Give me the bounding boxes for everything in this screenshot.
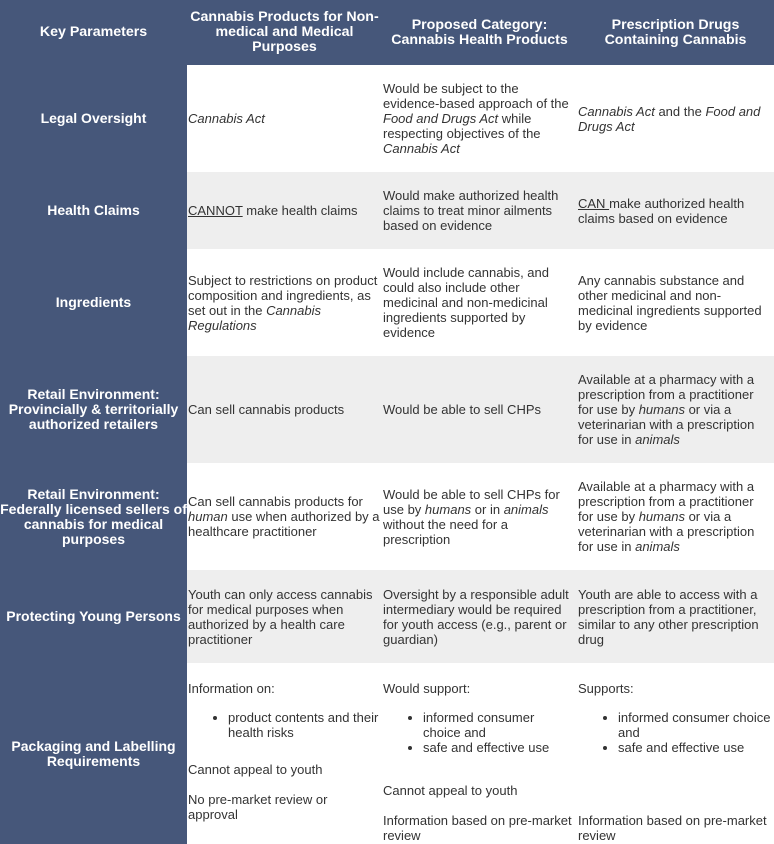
header-cannabis-health-products: Proposed Category: Cannabis Health Products (382, 0, 577, 65)
cell-text: while respecting objectives of the (383, 111, 541, 141)
cell-intro: Information on: (188, 681, 275, 696)
cell-text: Would be subject to the evidence-based approach of the (383, 81, 569, 111)
cell-text: animals (635, 539, 680, 554)
cell-claims-col2 (382, 172, 577, 249)
cell-text: Food and Drugs Act (383, 111, 499, 126)
cell-retfed-col3 (577, 463, 774, 570)
cell-ingredients-col1 (187, 249, 382, 356)
cell-text: Would include cannabis, and could also include other medicinal and non-medicinal ingredients supported by evidence (383, 265, 549, 340)
cell-text: Any cannabis substance and other medicinal and non-medicinal ingredients supported by evidence (578, 272, 762, 333)
cell-intro: Supports: (578, 681, 634, 696)
cell-packaging-col3 (577, 663, 774, 844)
cell-retprov-col3 (577, 356, 774, 463)
cell-text-underlined: CANNOT (188, 203, 243, 218)
row-label-legal-oversight: Legal Oversight (0, 65, 187, 172)
cell-text: Would be able to sell CHPs for use by (383, 486, 560, 517)
header-row (0, 0, 774, 65)
cell-retprov-col2 (382, 356, 577, 463)
row-health-claims (0, 172, 774, 249)
cell-legal-col2 (382, 65, 577, 172)
row-retail-provincial (0, 356, 774, 463)
cell-text: Cannot appeal to youth (383, 783, 518, 798)
cell-text: Would be able to sell CHPs (383, 402, 542, 417)
cell-youth-col2 (382, 570, 577, 663)
list-item: • product contents and their health risks (228, 710, 380, 740)
list-item: • safe and effective use (618, 740, 772, 755)
cell-text: Cannabis Act (383, 141, 460, 156)
cell-retfed-col1 (187, 463, 382, 570)
bullet-list (383, 710, 575, 755)
cell-text: Youth can only access cannabis for medical purposes when authorized by a health care practitioner (188, 586, 373, 647)
header-prescription-drugs: Prescription Drugs Containing Cannabis (577, 0, 774, 65)
cell-text: Cannot appeal to youth (188, 762, 323, 777)
row-packaging (0, 663, 774, 844)
cell-retprov-col1 (187, 356, 382, 463)
bullet-list (578, 710, 772, 755)
cell-text: Cannabis Act (578, 103, 655, 119)
cell-packaging-col2 (382, 663, 577, 844)
cell-text: Can sell cannabis products (188, 402, 345, 417)
cell-text: or via a veterinarian with a prescription for use in (578, 509, 755, 554)
cell-text: No pre-market review or approval (188, 792, 328, 822)
cell-text: humans (638, 509, 685, 524)
cell-text: Cannabis Regulations (188, 302, 321, 333)
row-retail-federal (0, 463, 774, 570)
cell-intro: Would support: (383, 681, 471, 696)
row-label-protecting-young: Protecting Young Persons (0, 570, 187, 663)
row-legal-oversight (0, 65, 774, 172)
cell-ingredients-col3 (577, 249, 774, 356)
cell-text: Oversight by a responsible adult intermediary would be required for youth access (e.g., parent or guardian) (383, 586, 569, 647)
cell-claims-col3 (577, 172, 774, 249)
row-label-health-claims: Health Claims (0, 172, 187, 249)
cell-text: Information based on pre-market review (578, 813, 767, 843)
bullet-list (188, 710, 380, 740)
cell-text: Available at a pharmacy with a prescription from a practitioner for use by (578, 372, 755, 417)
cell-text: animals (635, 432, 680, 447)
row-label-retail-provincial: Retail Environment: Provincially & territorially authorized retailers (0, 356, 187, 463)
row-ingredients (0, 249, 774, 356)
cell-text: make authorized health claims based on evidence (578, 195, 745, 226)
cell-text: Food and Drugs Act (578, 103, 761, 134)
cell-text: animals (503, 501, 549, 517)
cell-youth-col1 (187, 570, 382, 663)
row-label-packaging: Packaging and Labelling Requirements (0, 663, 187, 844)
cell-legal-col3 (577, 65, 774, 172)
cell-youth-col3 (577, 570, 774, 663)
cell-text-underlined: CAN (578, 195, 610, 211)
cell-text: Youth are able to access with a prescription from a practitioner, similar to any other prescription drug (578, 586, 759, 647)
cell-text: make health claims (242, 203, 358, 218)
cell-text: Subject to restrictions on product composition and ingredients, as set out in the (188, 272, 378, 318)
list-item: • informed consumer choice and (423, 710, 575, 740)
cell-text: humans (638, 402, 685, 417)
cell-retfed-col2 (382, 463, 577, 570)
cell-text: Would make authorized health claims to treat minor ailments based on evidence (383, 188, 559, 233)
cell-legal-col1 (187, 65, 382, 172)
list-item: • safe and effective use (423, 740, 575, 755)
cell-ingredients-col2 (382, 249, 577, 356)
cell-packaging-col1 (187, 663, 382, 844)
header-cannabis-products: Cannabis Products for Non-medical and Medical Purposes (187, 0, 382, 65)
row-protecting-young (0, 570, 774, 663)
cell-text: without the need for a prescription (383, 516, 509, 547)
cell-text: human (188, 509, 228, 524)
cell-text: humans (424, 501, 472, 517)
cell-claims-col1 (187, 172, 382, 249)
cell-text: Information based on pre-market review (383, 813, 572, 843)
row-label-ingredients: Ingredients (0, 249, 187, 356)
cell-text: Can sell cannabis products for (188, 494, 363, 509)
header-key-parameters: Key Parameters (0, 0, 187, 65)
cell-text: and the (654, 103, 706, 119)
cell-text: Cannabis Act (188, 111, 265, 126)
cell-text: or in (471, 501, 504, 517)
row-label-retail-federal: Retail Environment: Federally licensed sellers of cannabis for medical purposes (0, 463, 187, 570)
cell-text: Available at a pharmacy with a prescription from a practitioner for use by (578, 479, 755, 524)
cell-text: or via a veterinarian with a prescription for use in (578, 402, 755, 447)
list-item: • informed consumer choice and (618, 710, 772, 740)
cell-text: use when authorized by a healthcare practitioner (188, 509, 380, 539)
